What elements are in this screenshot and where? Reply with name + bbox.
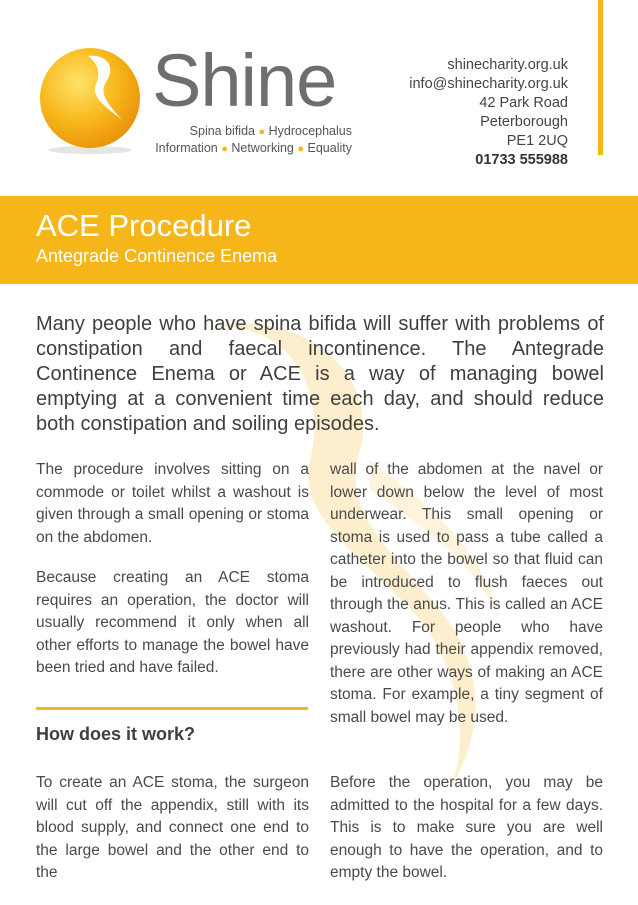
- section-divider: [36, 707, 308, 710]
- logo-wordmark: Shine: [152, 39, 337, 122]
- contact-block: [409, 56, 568, 170]
- col2-paragraph-2: Before the operation, you may be admitted to the hospital for a few days. This is to make sure you are well enough to have the operation, and to empty the bowel.: [330, 774, 603, 881]
- tagline-spina-bifida: Spina bifida: [189, 124, 255, 138]
- contact-phone: 01733 555988: [475, 152, 568, 168]
- title-banner: [0, 196, 638, 284]
- intro-paragraph: Many people who have spina bifida will suffer with problems of constipation and faecal incontinence. The Antegrade Continence Enema or ACE is a way of managing bowel emptying at a convenient time each day, and should reduce both constipation and soiling episodes.: [36, 313, 604, 435]
- contact-email[interactable]: info@shinecharity.org.uk: [409, 76, 568, 92]
- section-heading-how-it-works: How does it work?: [36, 724, 196, 744]
- logo-tagline-line1: [152, 125, 352, 138]
- col1-paragraph-3: To create an ACE stoma, the surgeon will cut off the appendix, still with its blood supply, and connect one end to the large bowel and the other end to the: [36, 774, 309, 881]
- contact-address-line1: 42 Park Road: [479, 95, 568, 111]
- col2-paragraph-1: wall of the abdomen at the navel or lower down below the level of most underwear. This small opening or stoma is used to pass a tube called a catheter into the bowel so that fluid can be introduced to flush faeces out through the anus. This is called an ACE washout. For people who have previously had their appendix removed, there are other ways of making an ACE stoma. For example, a tiny segment of small bowel may be used.: [330, 461, 603, 726]
- shine-logo-icon: [36, 46, 144, 154]
- tagline-hydrocephalus: Hydrocephalus: [268, 124, 352, 138]
- tagline-equality: Equality: [307, 141, 352, 155]
- contact-website[interactable]: shinecharity.org.uk: [447, 57, 568, 73]
- page-title: ACE Procedure: [36, 208, 252, 243]
- logo-tagline-line2: [152, 142, 352, 155]
- tagline-networking: Networking: [231, 141, 294, 155]
- tagline-information: Information: [155, 141, 218, 155]
- contact-postcode: PE1 2UQ: [506, 133, 568, 149]
- accent-vertical-bar: [598, 0, 603, 155]
- page-subtitle: Antegrade Continence Enema: [36, 246, 278, 266]
- tagline-dot-icon: ●: [297, 143, 305, 155]
- contact-address-line2: Peterborough: [480, 114, 568, 130]
- tagline-dot-icon: ●: [258, 126, 266, 138]
- tagline-dot-icon: ●: [221, 143, 228, 155]
- col1-paragraph-2: Because creating an ACE stoma requires an operation, the doctor will usually recommend it only when all other efforts to manage the bowel have been tried and have failed.: [36, 569, 309, 676]
- col1-paragraph-1: The procedure involves sitting on a commode or toilet whilst a washout is given through a small opening or stoma on the abdomen.: [36, 461, 309, 546]
